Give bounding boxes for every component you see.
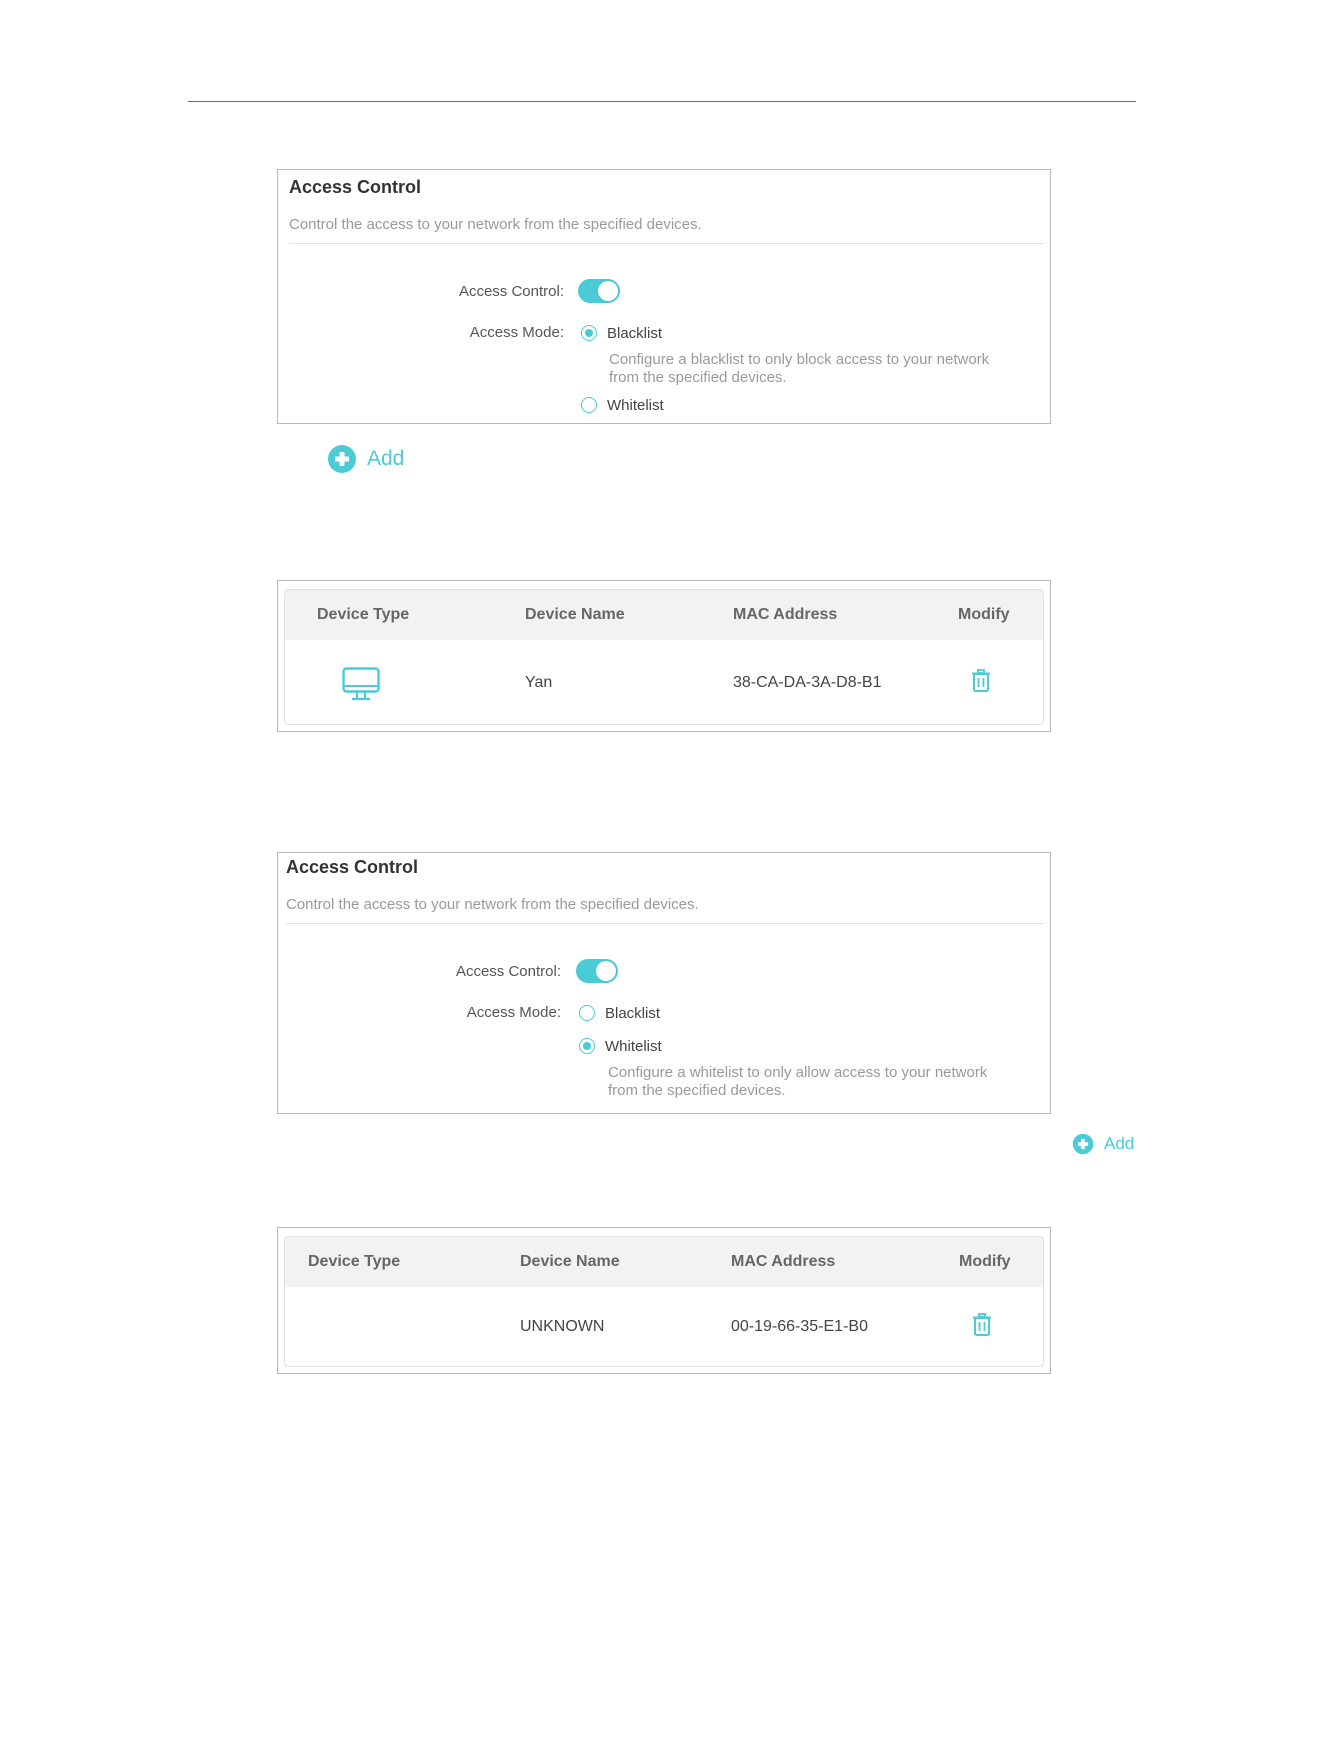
mac-address: 38-CA-DA-3A-D8-B1 (733, 674, 882, 691)
blacklist-hint-line1: Configure a blacklist to only block access to your network (609, 351, 990, 368)
access-control-panel-blacklist (277, 169, 1051, 424)
panel-subtitle: Control the access to your network from the specified devices. (289, 216, 702, 233)
blacklist-label[interactable]: Blacklist (607, 325, 663, 342)
access-control-label: Access Control: (455, 963, 561, 980)
add-button[interactable] (327, 444, 404, 474)
add-label: Add (1104, 1134, 1135, 1153)
blacklist-label[interactable]: Blacklist (605, 1005, 661, 1022)
access-control-toggle[interactable] (576, 959, 618, 983)
access-control-toggle[interactable] (578, 279, 620, 303)
table-inner (284, 1236, 1044, 1367)
whitelist-radio[interactable] (581, 397, 597, 413)
device-table-whitelist (277, 1227, 1051, 1374)
monitor-icon (342, 667, 380, 701)
device-name: Yan (525, 674, 553, 691)
blacklist-radio[interactable] (579, 1005, 595, 1021)
whitelist-label[interactable]: Whitelist (605, 1038, 662, 1055)
table-inner (284, 589, 1044, 725)
trash-icon[interactable] (970, 669, 992, 693)
header-device-name: Device Name (525, 606, 625, 623)
access-control-label: Access Control: (458, 283, 564, 300)
table-header (285, 590, 1043, 640)
whitelist-label[interactable]: Whitelist (607, 397, 664, 414)
whitelist-hint-line1: Configure a whitelist to only allow access to your network (608, 1064, 988, 1081)
panel-divider (286, 923, 1043, 924)
panel-subtitle: Control the access to your network from the specified devices. (286, 896, 699, 913)
whitelist-hint (608, 1064, 1028, 1100)
page-header-rule (188, 101, 1136, 102)
panel-title: Access Control (286, 857, 419, 877)
panel-divider (289, 243, 1043, 244)
header-device-type: Device Type (308, 1253, 401, 1270)
add-label: Add (367, 447, 405, 470)
header-mac-address: MAC Address (731, 1253, 836, 1270)
device-name: UNKNOWN (520, 1318, 605, 1335)
access-mode-label: Access Mode: (469, 324, 564, 341)
panel-title: Access Control (289, 177, 422, 197)
access-mode-label: Access Mode: (466, 1004, 561, 1021)
whitelist-hint-line2: from the specified devices. (608, 1082, 786, 1099)
add-button[interactable] (1072, 1133, 1134, 1155)
header-device-name: Device Name (520, 1253, 620, 1270)
header-mac-address: MAC Address (733, 606, 838, 623)
table-header (285, 1237, 1043, 1287)
trash-icon[interactable] (971, 1313, 993, 1337)
blacklist-hint (609, 351, 1029, 387)
toggle-knob (596, 961, 616, 981)
whitelist-radio[interactable] (579, 1038, 595, 1054)
mac-address: 00-19-66-35-E1-B0 (731, 1318, 868, 1335)
access-control-panel-whitelist (277, 852, 1051, 1114)
header-modify: Modify (958, 606, 1010, 623)
plus-circle-icon (1072, 1133, 1094, 1155)
blacklist-hint-line2: from the specified devices. (609, 369, 787, 386)
device-table-blacklist (277, 580, 1051, 732)
header-modify: Modify (959, 1253, 1011, 1270)
header-device-type: Device Type (317, 606, 410, 623)
toggle-knob (598, 281, 618, 301)
plus-circle-icon (327, 444, 357, 474)
blacklist-radio[interactable] (581, 325, 597, 341)
